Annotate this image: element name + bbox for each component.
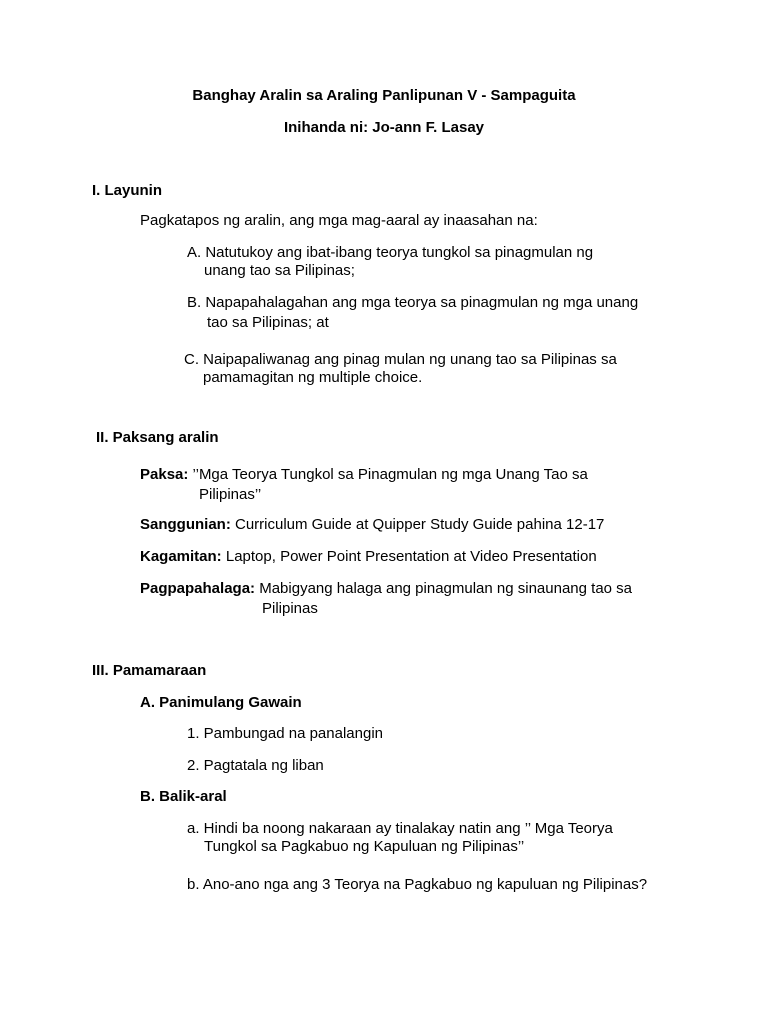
pagpapahalaga-label: Pagpapahalaga:	[140, 580, 256, 597]
paksa-row	[140, 466, 588, 484]
balik-aral-heading: B. Balik-aral	[140, 788, 227, 805]
balik-aral-item-b: b. Ano-ano nga ang 3 Teorya na Pagkabuo ng kapuluan ng Pilipinas?	[187, 876, 648, 893]
sanggunian-label: Sanggunian:	[140, 516, 231, 533]
layunin-intro: Pagkatapos ng aralin, ang mga mag-aaral ay inaasahan na:	[140, 212, 538, 229]
panimula-item-1: 1. Pambungad na panalangin	[187, 725, 383, 742]
balik-aral-item-a-line2: Tungkol sa Pagkabuo ng Kapuluan ng Pilipinas’’	[204, 838, 525, 855]
pamamaraan-heading: III. Pamamaraan	[92, 662, 207, 679]
kagamitan-label: Kagamitan:	[140, 548, 222, 565]
layunin-item-a-line1: A. Natutukoy ang ibat-ibang teorya tungkol sa pinagmulan ng	[187, 244, 594, 261]
paksa-label: Paksa:	[140, 466, 189, 483]
panimula-item-2: 2. Pagtatala ng liban	[187, 757, 324, 774]
paksa-value-line2: Pilipinas’’	[199, 486, 262, 503]
kagamitan-value: Laptop, Power Point Presentation at Video Presentation	[225, 548, 597, 565]
pagpapahalaga-value: Mabigyang halaga ang pinagmulan ng sinaunang tao sa	[259, 580, 633, 597]
layunin-item-c-line1: C. Naipapaliwanag ang pinag mulan ng unang tao sa Pilipinas sa	[184, 351, 617, 368]
sanggunian-value: Curriculum Guide at Quipper Study Guide pahina 12-17	[235, 516, 605, 533]
layunin-heading: I. Layunin	[92, 182, 163, 199]
pagpapahalaga-row	[140, 580, 632, 598]
paksa-value: ’’Mga Teorya Tungkol sa Pinagmulan ng mga Unang Tao sa	[192, 466, 588, 483]
sanggunian-row	[140, 516, 604, 534]
kagamitan-row	[140, 548, 597, 566]
pagpapahalaga-value-line2: Pilipinas	[262, 600, 318, 617]
panimulang-gawain-heading: A. Panimulang Gawain	[140, 694, 302, 711]
document-author: Inihanda ni: Jo-ann F. Lasay	[283, 119, 485, 136]
document-title: Banghay Aralin sa Araling Panlipunan V - Sampaguita	[192, 87, 576, 104]
paksang-aralin-heading: II. Paksang aralin	[96, 429, 219, 446]
layunin-item-c-line2: pamamagitan ng multiple choice.	[203, 369, 423, 386]
layunin-item-a-line2: unang tao sa Pilipinas;	[204, 262, 355, 279]
balik-aral-item-a-line1: a. Hindi ba noong nakaraan ay tinalakay natin ang ’’ Mga Teorya	[187, 820, 613, 837]
layunin-item-b-line2: tao sa Pilipinas; at	[207, 314, 329, 331]
layunin-item-b-line1: B. Napapahalagahan ang mga teorya sa pinagmulan ng mga unang	[187, 294, 639, 311]
